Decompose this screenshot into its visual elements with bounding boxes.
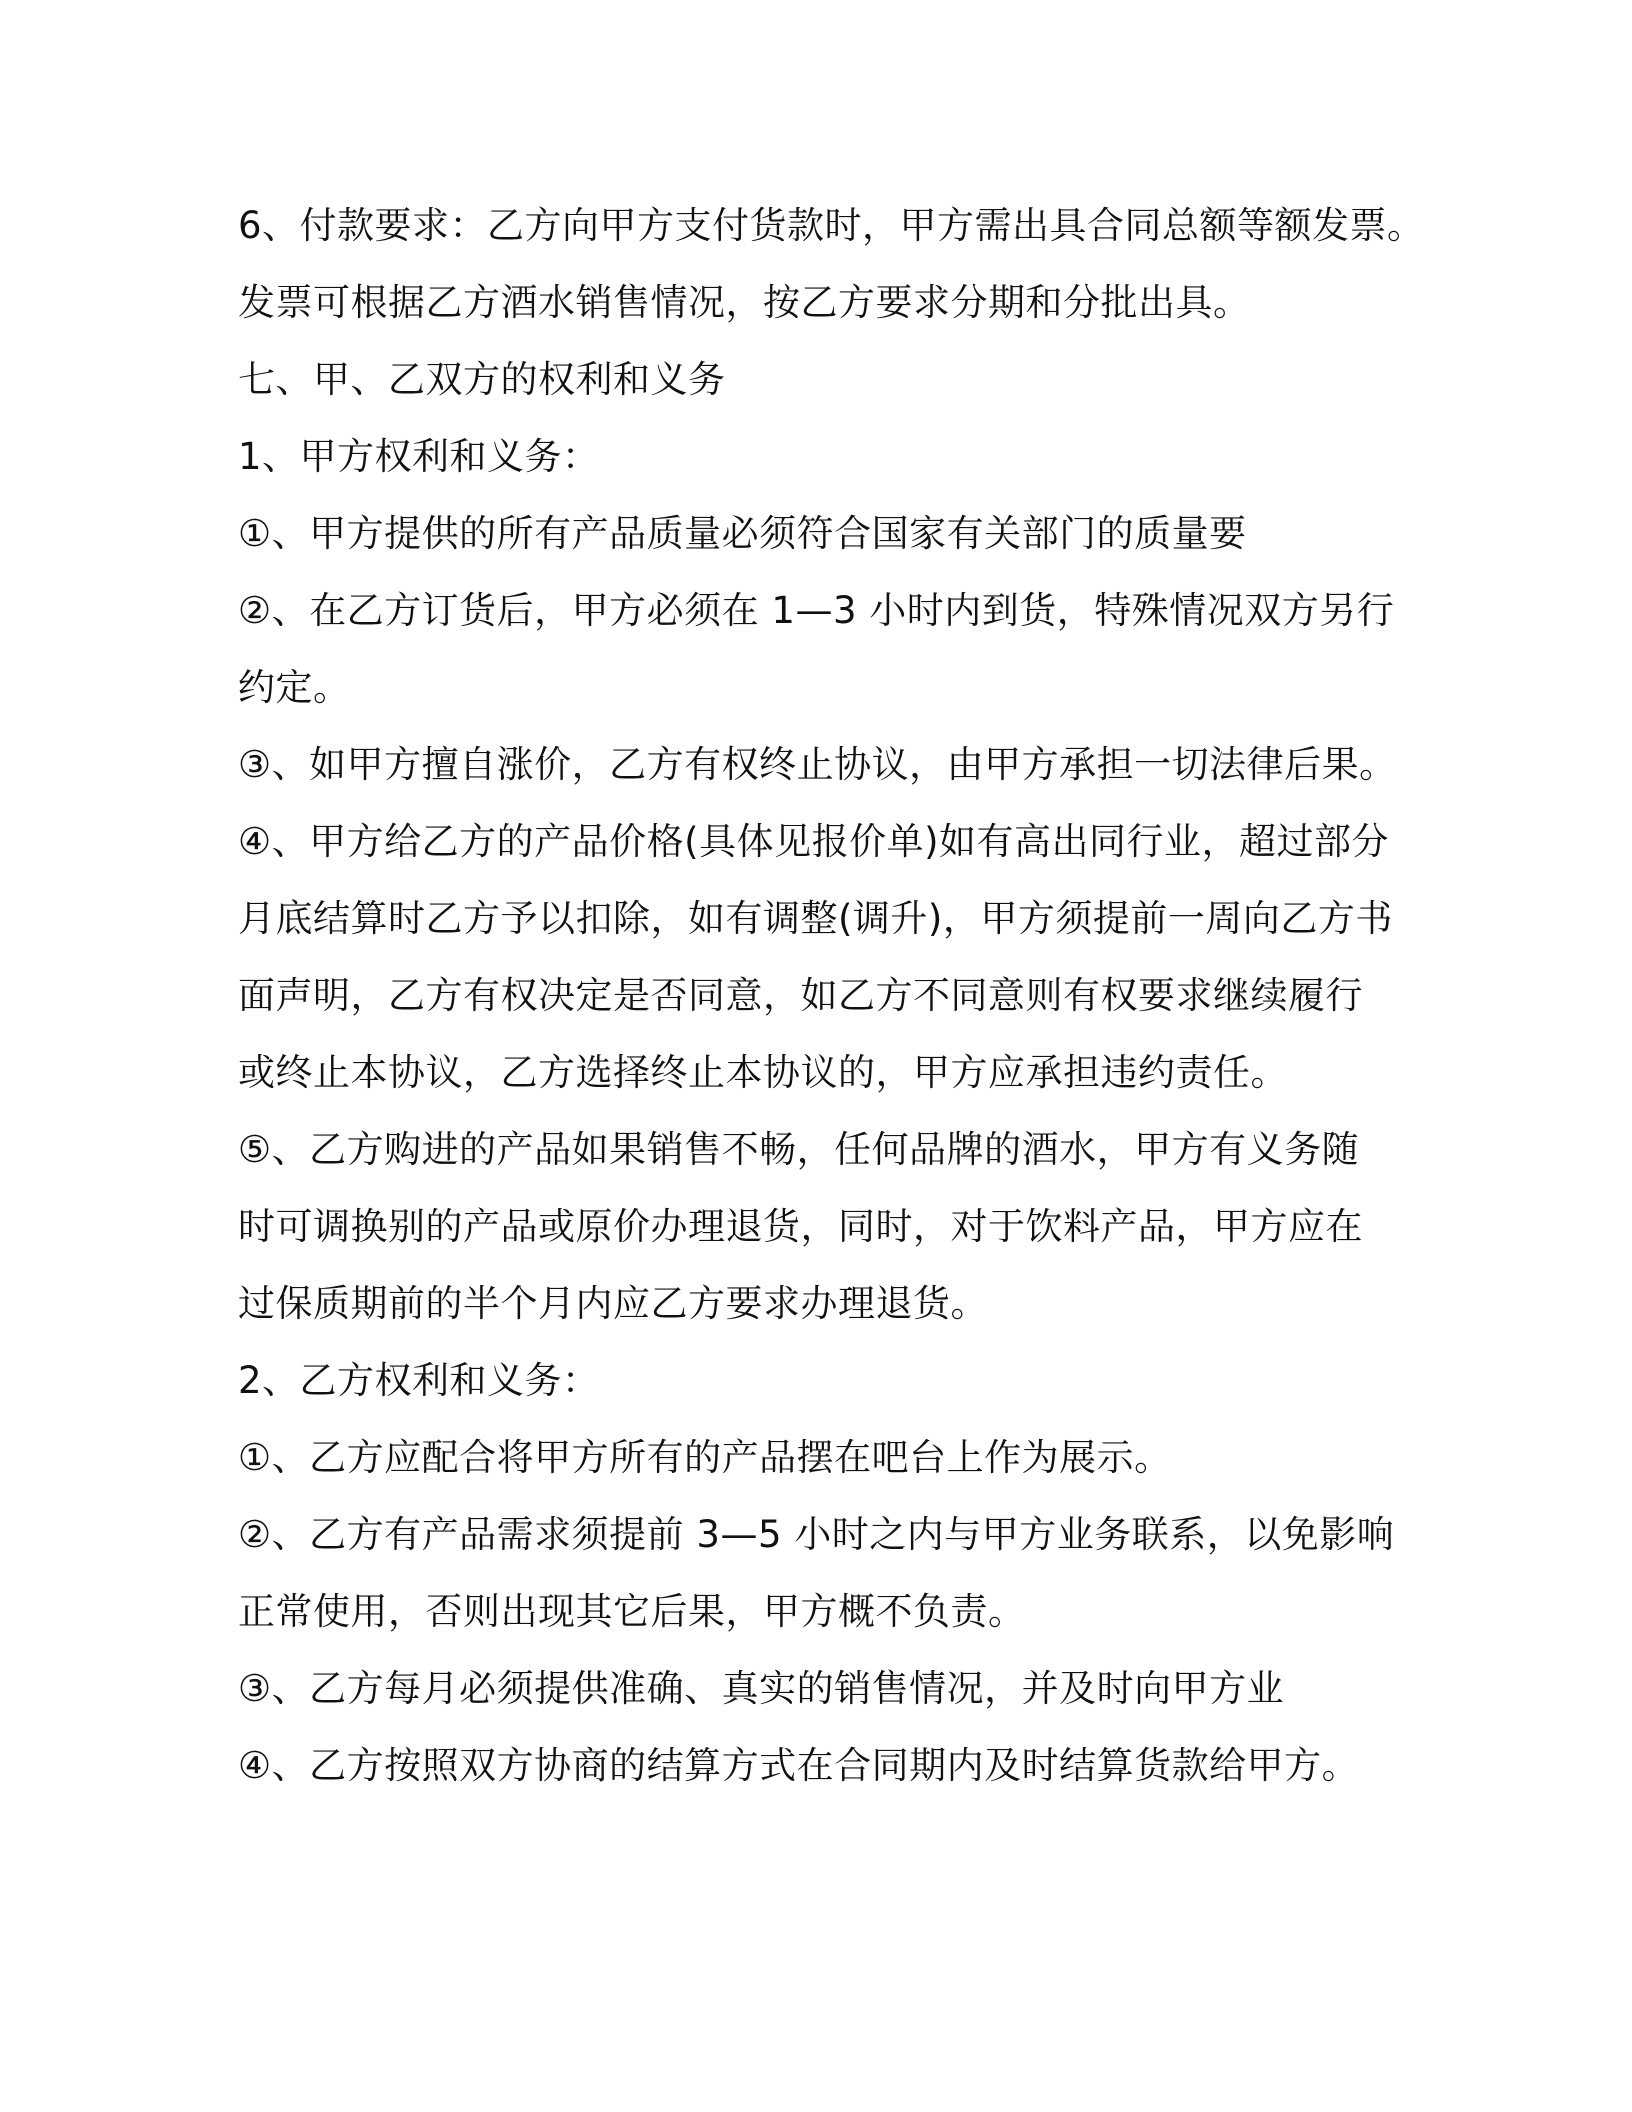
- subsection-heading: 1、甲方权利和义务：: [238, 435, 600, 478]
- text-line: ①、乙方应配合将甲方所有的产品摆在吧台上作为展示。: [238, 1436, 1172, 1479]
- text-line: 过保质期前的半个月内应乙方要求办理退货。: [238, 1282, 988, 1325]
- text-line: 或终止本协议，乙方选择终止本协议的，甲方应承担违约责任。: [238, 1051, 1288, 1094]
- text-line: 6、付款要求：乙方向甲方支付货款时，甲方需出具合同总额等额发票。: [238, 204, 1425, 247]
- text-line: ①、甲方提供的所有产品质量必须符合国家有关部门的质量要: [238, 512, 1247, 555]
- text-line: ②、在乙方订货后，甲方必须在 1—3 小时内到货，特殊情况双方另行: [238, 589, 1395, 632]
- text-line: ②、乙方有产品需求须提前 3—5 小时之内与甲方业务联系，以免影响: [238, 1513, 1395, 1556]
- text-line: ④、乙方按照双方协商的结算方式在合同期内及时结算货款给甲方。: [238, 1744, 1360, 1787]
- text-line: ⑤、乙方购进的产品如果销售不畅，任何品牌的酒水，甲方有义务随: [238, 1128, 1360, 1171]
- text-line: 发票可根据乙方酒水销售情况，按乙方要求分期和分批出具。: [238, 281, 1251, 324]
- text-line: 时可调换别的产品或原价办理退货，同时，对于饮料产品，甲方应在: [238, 1205, 1363, 1248]
- text-line: 月底结算时乙方予以扣除，如有调整(调升)，甲方须提前一周向乙方书: [238, 897, 1393, 940]
- text-line: ③、如甲方擅自涨价，乙方有权终止协议，由甲方承担一切法律后果。: [238, 743, 1397, 786]
- text-line: 正常使用，否则出现其它后果，甲方概不负责。: [238, 1590, 1026, 1633]
- section-heading: 七、甲、乙双方的权利和义务: [238, 358, 726, 401]
- text-line: 约定。: [238, 666, 351, 709]
- document-body: [238, 187, 1425, 1804]
- text-line: ④、甲方给乙方的产品价格(具体见报价单)如有高出同行业，超过部分: [238, 820, 1390, 863]
- subsection-heading: 2、乙方权利和义务：: [238, 1359, 600, 1402]
- text-line: 面声明，乙方有权决定是否同意，如乙方不同意则有权要求继续履行: [238, 974, 1363, 1017]
- text-line: ③、乙方每月必须提供准确、真实的销售情况，并及时向甲方业: [238, 1667, 1285, 1710]
